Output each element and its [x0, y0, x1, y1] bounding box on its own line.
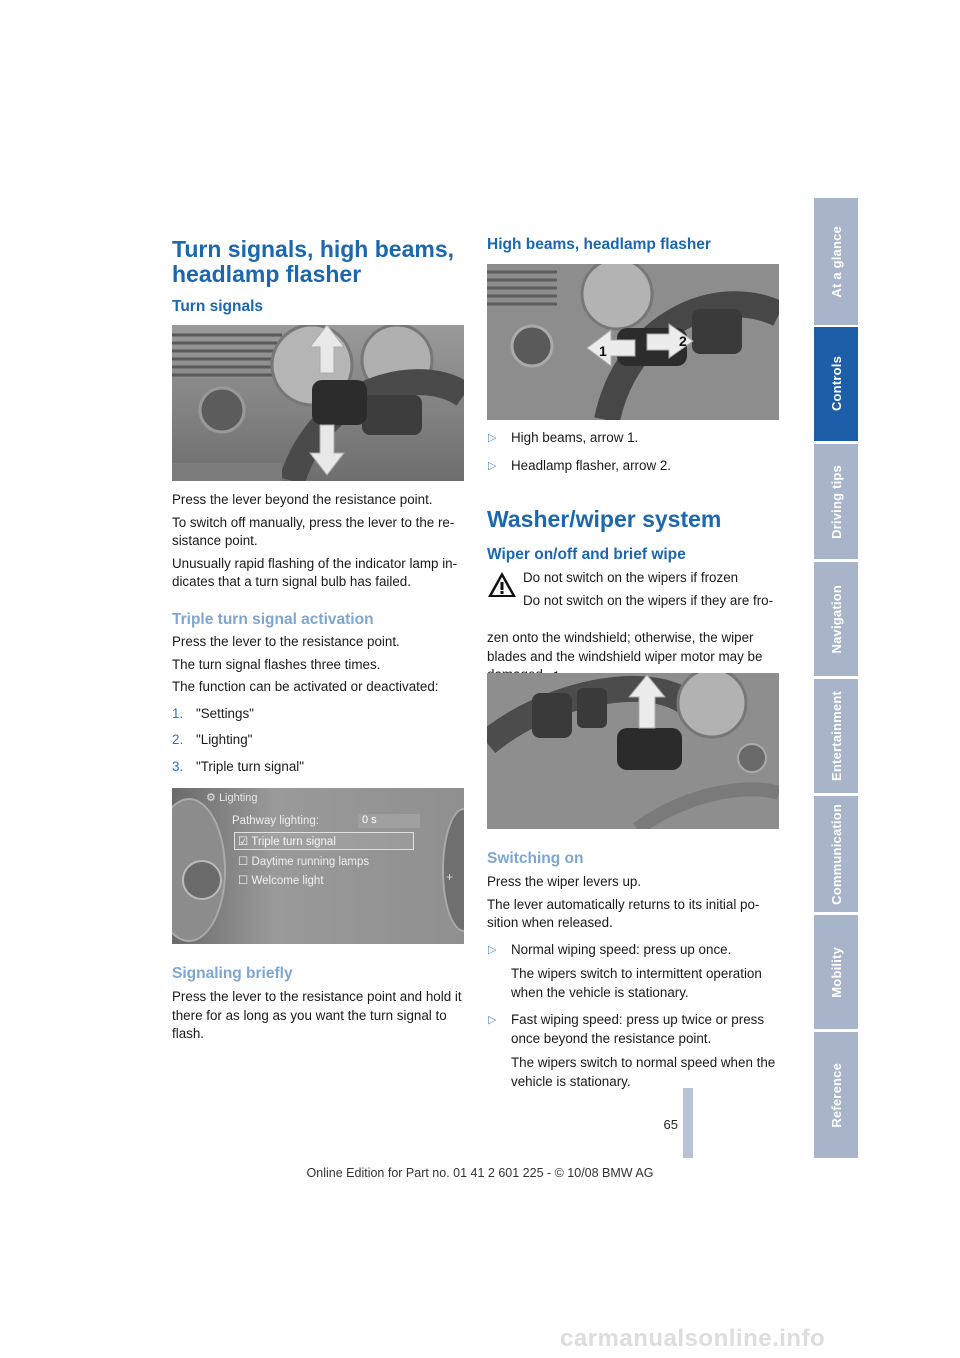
- triple-paragraph-1: Press the lever to the resistance point.: [172, 634, 400, 649]
- turn-signals-heading: Turn signals: [172, 298, 264, 315]
- wiper-lever-image: [487, 673, 779, 829]
- switching-on-heading: Switching on: [487, 850, 584, 867]
- high-list-item-1: ▷ High beams, arrow 1.: [488, 430, 639, 445]
- watermark: carmanualsonline.info: [560, 1325, 826, 1352]
- warning-icon: [487, 570, 517, 600]
- signaling-paragraph: Press the lever to the resistance point and hold it there for as long as you want the turn signal to flash.: [172, 989, 462, 1041]
- menu-title: ⚙ Lighting: [206, 792, 258, 804]
- washer-title: Washer/wiper system: [487, 506, 722, 532]
- tab-at-a-glance[interactable]: At a glance: [814, 198, 858, 325]
- step-2: 2. "Lighting": [172, 732, 253, 747]
- turn-signal-lever-image: [172, 325, 464, 481]
- footer-edition: Online Edition for Part no. 01 41 2 601 225 - © 10/08 BMW AG: [306, 1166, 654, 1180]
- tab-entertainment[interactable]: Entertainment: [814, 679, 858, 793]
- triple-paragraph-3: The function can be activated or deactivated:: [172, 679, 439, 694]
- switch-list-item-2: ▷ Fast wiping speed: press up twice or press once beyond the resistance point. The wipers switch to normal speed when the vehicle is stationary.: [488, 1012, 776, 1089]
- triple-turn-heading: Triple turn signal activation: [172, 611, 374, 628]
- page-number-bar: [683, 1088, 693, 1158]
- switch-list-item-1: ▷ Normal wiping speed: press up once. The wipers switch to intermittent operation when the vehicle is stationary.: [488, 941, 762, 1000]
- warning-text-rest: zen onto the windshield; otherwise, the wiper blades and the windshield wiper motor may be: [487, 630, 763, 664]
- lighting-menu-screenshot: + ⚙ Lighting Pathway lighting: 0 s ☑ Triple turn signal ☐ Daytime running lamps ☐ Welcome light: [172, 788, 464, 944]
- arrow-2-label: 2: [679, 333, 687, 349]
- menu-item-daytime[interactable]: ☐ Daytime running lamps: [238, 856, 370, 868]
- turn-paragraph-2: To switch off manually, press the lever to the re-sistance point.: [172, 514, 455, 548]
- page-number: 65: [663, 1117, 678, 1132]
- section-title-line2: headlamp flasher: [172, 261, 362, 287]
- step-3: 3. "Triple turn signal": [172, 758, 304, 774]
- signaling-heading: Signaling briefly: [172, 965, 293, 982]
- tab-communication[interactable]: Communication: [814, 796, 858, 912]
- high-list-item-2: ▷ Headlamp flasher, arrow 2.: [488, 457, 672, 473]
- tab-mobility[interactable]: Mobility: [814, 915, 858, 1029]
- tab-controls[interactable]: Controls: [814, 327, 858, 441]
- tab-driving-tips[interactable]: Driving tips: [814, 444, 858, 559]
- wiper-heading: Wiper on/off and brief wipe: [487, 546, 686, 563]
- switch-paragraph-1: Press the wiper levers up.: [487, 874, 642, 889]
- section-title-line1: Turn signals, high beams,: [172, 236, 455, 262]
- tab-reference[interactable]: Reference: [814, 1032, 858, 1158]
- pathway-label: Pathway lighting:: [232, 815, 319, 827]
- triple-paragraph-2: The turn signal flashes three times.: [172, 656, 381, 672]
- warning-title: Do not switch on the wipers if frozen: [523, 570, 739, 585]
- tab-navigation[interactable]: Navigation: [814, 562, 858, 676]
- wrench-icon: ⚙: [206, 792, 216, 804]
- high-beams-lever-image: [487, 264, 779, 420]
- turn-paragraph-1: Press the lever beyond the resistance point.: [172, 492, 433, 507]
- turn-paragraph-3: Unusually rapid flashing of the indicator lamp in-dicates that a turn signal bulb has failed.: [172, 555, 458, 589]
- warning-text-line1: Do not switch on the wipers if they are fro-: [523, 592, 774, 608]
- menu-item-welcome[interactable]: ☐ Welcome light: [238, 875, 324, 887]
- high-beams-heading: High beams, headlamp flasher: [487, 236, 711, 253]
- menu-item-triple[interactable]: ☑ Triple turn signal: [238, 836, 336, 848]
- switch-paragraph-2: The lever automatically returns to its initial po-sition when released.: [487, 896, 760, 930]
- step-1: 1. "Settings": [172, 705, 254, 721]
- arrow-1-label: 1: [599, 343, 607, 359]
- pathway-value: 0 s: [358, 814, 420, 828]
